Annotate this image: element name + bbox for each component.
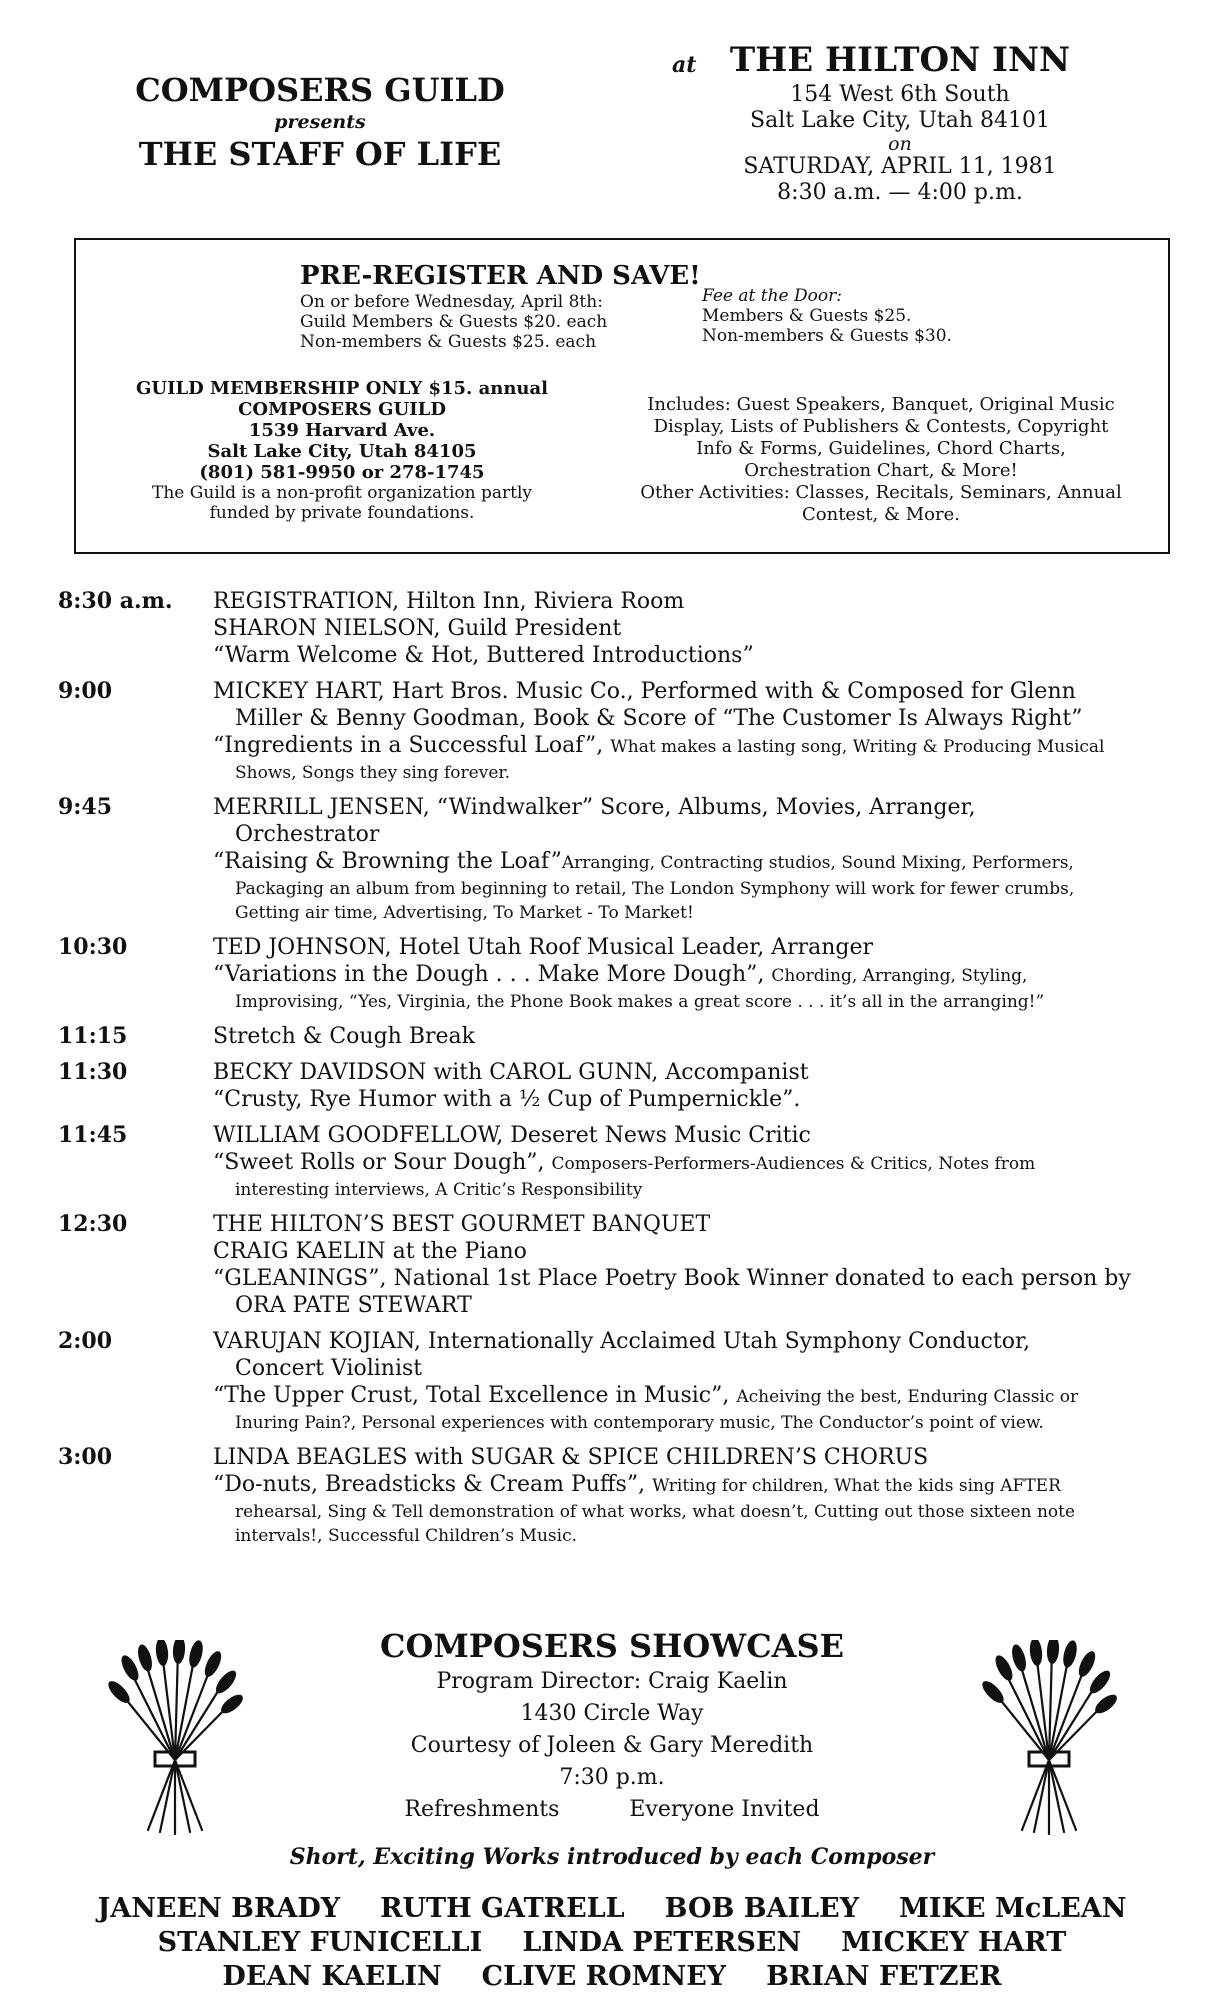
entry-description: Getting air time, Advertising, To Market - To Market! (235, 903, 694, 923)
entry-description: Packaging an album from beginning to retail, The London Symphony will work for fewer crumbs, (235, 879, 1075, 899)
guild-note: The Guild is a non-profit organization partly (152, 483, 532, 503)
entry-line: WILLIAM GOODFELLOW, Deseret News Music Critic (213, 1123, 811, 1148)
entry-line: CRAIG KAELIN at the Piano (213, 1239, 527, 1264)
entry-line: THE HILTON’S BEST GOURMET BANQUET (213, 1212, 711, 1237)
entry-line: BECKY DAVIDSON with CAROL GUNN, Accompanist (213, 1060, 809, 1085)
event-title-block (100, 70, 540, 174)
guild-line: 1539 Harvard Ave. (248, 420, 436, 441)
preregister-line: Non-members & Guests $25. each (300, 332, 597, 352)
entry-description: What makes a lasting song, Writing & Producing Musical (610, 737, 1105, 757)
schedule-time: 2:00 (58, 1328, 113, 1354)
on-label: on (888, 133, 912, 155)
includes-line: Display, Lists of Publishers & Contests, Copyright (653, 416, 1109, 437)
entry-description: Acheiving the best, Enduring Classic or (736, 1387, 1079, 1407)
schedule-entry (213, 1444, 1188, 1548)
preregister-line: On or before Wednesday, April 8th: (300, 292, 603, 312)
includes-line: Info & Forms, Guidelines, Chord Charts, (696, 438, 1066, 459)
schedule-row (58, 1023, 1188, 1050)
guild-line: GUILD MEMBERSHIP ONLY $15. annual (136, 378, 548, 399)
entry-line: MICKEY HART, Hart Bros. Music Co., Performed with & Composed for Glenn (213, 679, 1076, 704)
schedule-time: 8:30 a.m. (58, 588, 173, 614)
guild-phone: (801) 581-9950 or 278-1745 (199, 462, 485, 483)
entry-description: intervals!, Successful Children’s Music. (235, 1526, 577, 1546)
entry-topic: “Variations in the Dough . . . Make More Dough”, (213, 962, 765, 987)
schedule-row (58, 1059, 1188, 1113)
schedule-row (58, 794, 1188, 925)
guild-membership-section (84, 378, 600, 523)
entry-description: Arranging, Contracting studios, Sound Mixing, Performers, (561, 853, 1074, 873)
venue-block (660, 38, 1140, 206)
registration-box (74, 238, 1170, 554)
showcase-title: COMPOSERS SHOWCASE (380, 1627, 844, 1665)
schedule-entry (213, 1328, 1188, 1435)
entry-topic-line (213, 1382, 1188, 1411)
composer-name: JANEEN BRADY (97, 1893, 341, 1924)
event-hours: 8:30 a.m. — 4:00 p.m. (777, 180, 1023, 205)
entry-topic-line (213, 961, 1188, 990)
schedule-entry (213, 678, 1188, 785)
schedule-row (58, 1444, 1188, 1548)
schedule-row (58, 588, 1188, 669)
composer-name: MICKEY HART (841, 1927, 1067, 1958)
event-name: THE STAFF OF LIFE (138, 135, 502, 173)
at-label: at (672, 52, 697, 78)
composer-name: BOB BAILEY (664, 1893, 859, 1924)
composer-name: STANLEY FUNICELLI (157, 1927, 483, 1958)
schedule-list (58, 588, 1188, 1557)
schedule-time: 11:45 (58, 1122, 128, 1148)
includes-line: Contest, & More. (802, 504, 960, 525)
schedule-time: 9:45 (58, 794, 113, 820)
entry-description: Writing for children, What the kids sing AFTER (652, 1476, 1061, 1496)
composer-name: BRIAN FETZER (766, 1961, 1002, 1992)
entry-line: Miller & Benny Goodman, Book & Score of “The Customer Is Always Right” (235, 706, 1083, 731)
entry-line: ORA PATE STEWART (235, 1293, 472, 1318)
org-name: COMPOSERS GUILD (135, 71, 505, 109)
composer-name: DEAN KAELIN (222, 1961, 442, 1992)
schedule-time: 11:30 (58, 1059, 128, 1085)
schedule-row (58, 1211, 1188, 1319)
entry-topic: “Do-nuts, Breadsticks & Cream Puffs”, (213, 1472, 646, 1497)
venue-address-street: 154 West 6th South (790, 82, 1010, 107)
showcase-tagline: Short, Exciting Works introduced by each Composer (289, 1844, 935, 1870)
schedule-entry (213, 1122, 1188, 1202)
guild-note: funded by private foundations. (209, 503, 475, 523)
showcase-notes (320, 1794, 904, 1826)
schedule-time: 3:00 (58, 1444, 113, 1470)
entry-topic-line (213, 848, 1188, 877)
entry-description: Chording, Arranging, Styling, (771, 966, 1028, 986)
composer-row (60, 1960, 1164, 1994)
door-fee-line: Members & Guests $25. (702, 306, 912, 326)
schedule-time: 12:30 (58, 1211, 128, 1237)
schedule-row (58, 934, 1188, 1014)
composer-name: CLIVE ROMNEY (481, 1961, 727, 1992)
entry-line: Orchestrator (235, 822, 380, 847)
wheat-sheaf-icon (974, 1640, 1124, 1844)
entry-topic: “Sweet Rolls or Sour Dough”, (213, 1150, 545, 1175)
event-date: SATURDAY, APRIL 11, 1981 (743, 154, 1057, 179)
door-fee-line: Non-members & Guests $30. (702, 326, 952, 346)
showcase-section (320, 1626, 904, 1826)
includes-line: Other Activities: Classes, Recitals, Seminars, Annual (640, 482, 1122, 503)
everyone-invited-label: Everyone Invited (629, 1797, 820, 1822)
guild-line: COMPOSERS GUILD (238, 399, 446, 420)
entry-line: MERRILL JENSEN, “Windwalker” Score, Albums, Movies, Arranger, (213, 795, 976, 820)
preregister-heading: PRE-REGISTER AND SAVE! (300, 261, 701, 291)
composer-name: RUTH GATRELL (380, 1893, 625, 1924)
composer-name: MIKE McLEAN (898, 1893, 1127, 1924)
preregister-section (224, 260, 724, 352)
entry-line: “Crusty, Rye Humor with a ½ Cup of Pumpernickle”. (213, 1087, 801, 1112)
venue-address-city: Salt Lake City, Utah 84101 (750, 108, 1050, 133)
includes-line: Includes: Guest Speakers, Banquet, Original Music (647, 394, 1115, 415)
entry-line: “GLEANINGS”, National 1st Place Poetry Book Winner donated to each person by (213, 1266, 1131, 1291)
entry-line: Concert Violinist (235, 1356, 423, 1381)
entry-line: “Warm Welcome & Hot, Buttered Introductions” (213, 643, 754, 668)
entry-topic-line (213, 1149, 1188, 1178)
preregister-line: Guild Members & Guests $20. each (300, 312, 608, 332)
schedule-row (58, 678, 1188, 785)
door-fee-section (702, 286, 1122, 346)
presents-label: presents (274, 111, 366, 133)
entry-line: Stretch & Cough Break (213, 1024, 475, 1049)
refreshments-label: Refreshments (404, 1797, 560, 1822)
entry-description: Shows, Songs they sing forever. (235, 763, 511, 783)
entry-line: REGISTRATION, Hilton Inn, Riviera Room (213, 589, 685, 614)
schedule-row (58, 1122, 1188, 1202)
schedule-entry (213, 1023, 1188, 1050)
schedule-entry (213, 1059, 1188, 1113)
showcase-line: Courtesy of Joleen & Gary Meredith (410, 1733, 814, 1758)
entry-description: rehearsal, Sing & Tell demonstration of what works, what doesn’t, Cutting out those sixteen note (235, 1502, 1076, 1522)
schedule-time: 11:15 (58, 1023, 128, 1049)
entry-topic-line (213, 1471, 1188, 1500)
entry-description: Composers-Performers-Audiences & Critics, Notes from (551, 1154, 1036, 1174)
schedule-entry (213, 934, 1188, 1014)
schedule-time: 9:00 (58, 678, 113, 704)
schedule-entry (213, 794, 1188, 925)
entry-line: TED JOHNSON, Hotel Utah Roof Musical Leader, Arranger (213, 935, 874, 960)
wheat-sheaf-icon (100, 1640, 250, 1844)
composer-row (60, 1926, 1164, 1960)
entry-description: Improvising, “Yes, Virginia, the Phone Book makes a great score . . . it’s all in the arranging!” (235, 992, 1045, 1012)
venue-name: THE HILTON INN (729, 40, 1071, 80)
guild-line: Salt Lake City, Utah 84105 (207, 441, 477, 462)
entry-line: SHARON NIELSON, Guild President (213, 616, 622, 641)
entry-topic: “Raising & Browning the Loaf” (213, 849, 562, 874)
composer-row (60, 1892, 1164, 1926)
composer-name: LINDA PETERSEN (522, 1927, 802, 1958)
includes-line: Orchestration Chart, & More! (744, 460, 1018, 481)
entry-description: interesting interviews, A Critic’s Responsibility (235, 1180, 643, 1200)
entry-line: LINDA BEAGLES with SUGAR & SPICE CHILDREN’S CHORUS (213, 1445, 929, 1470)
entry-topic-line (213, 732, 1188, 761)
includes-section (606, 394, 1156, 526)
schedule-entry (213, 1211, 1188, 1319)
entry-line: VARUJAN KOJIAN, Internationally Acclaimed Utah Symphony Conductor, (213, 1329, 1031, 1354)
door-fee-heading: Fee at the Door: (702, 286, 842, 306)
showcase-line: Program Director: Craig Kaelin (436, 1669, 788, 1694)
showcase-line: 1430 Circle Way (520, 1701, 704, 1726)
entry-topic: “The Upper Crust, Total Excellence in Music”, (213, 1383, 730, 1408)
schedule-time: 10:30 (58, 934, 128, 960)
entry-topic: “Ingredients in a Successful Loaf”, (213, 733, 604, 758)
schedule-entry (213, 588, 1188, 669)
schedule-row (58, 1328, 1188, 1435)
entry-description: Inuring Pain?, Personal experiences with contemporary music, The Conductor’s point of view. (235, 1413, 1044, 1433)
showcase-time: 7:30 p.m. (559, 1765, 665, 1790)
composer-list (60, 1892, 1164, 1994)
